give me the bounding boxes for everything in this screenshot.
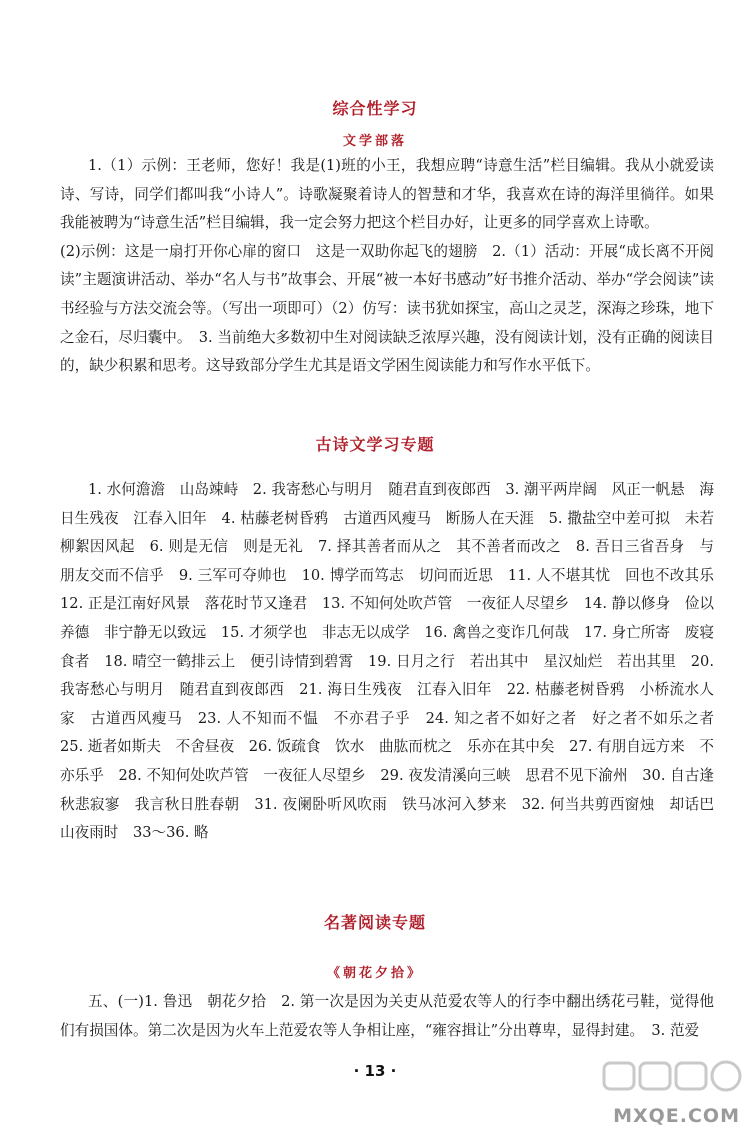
section1-answer-2: (2)示例：这是一扇打开你心扉的窗口 这是一双助你起飞的翅膀 2.（1）活动：开展“成长离不开阅读”主题演讲活动、举办“名人与书”故事会、开展“被一本好书感动”好书推介活动、举办“学会阅读”读书经验与方法交流会等。（写出一项即可）（2）仿写：读书犹如探宝，高山之灵芝，深海之珍珠，地下之金石，尽归囊中。 3. 当前绝大多数初中生对阅读缺乏浓厚兴趣，没有阅读计划，没有正确的阅读目的，缺少积累和思考。这导致部分学生尤其是语文学困生阅读能力和写作水平低下。	[60, 242, 714, 375]
page-number: · 13 ·	[353, 1062, 397, 1080]
section2-body	[60, 476, 729, 848]
section-subtitle-book: 《朝花夕拾》	[326, 966, 423, 981]
section1-body	[60, 152, 714, 381]
section-title-classics-reading: 名著阅读专题	[323, 913, 426, 932]
section-title-classical-poetry: 古诗文学习专题	[315, 435, 435, 454]
section-subtitle-literature: 文学部落	[342, 134, 407, 149]
section-title-comprehensive: 综合性学习	[332, 99, 418, 118]
section3-answers: 五、(一)1. 鲁迅 朝花夕拾 2. 第一次是因为关吏从范爱农等人的行李中翻出绣花弓鞋，觉得他们有损国体。第二次是因为火车上范爱农等人争相让座，“雍容揖让”分出尊卑，显得封建。 3. 范爱	[60, 993, 714, 1039]
section1-answer-1: 1.（1）示例：王老师，您好！我是(1)班的小王，我想应聘“诗意生活”栏目编辑。我从小就爱读诗、写诗，同学们都叫我“小诗人”。诗歌凝聚着诗人的智慧和才华，我喜欢在诗的海洋里徜徉。如果我能被聘为“诗意生活”栏目编辑，我一定会努力把这个栏目办好，让更多的同学喜欢上诗歌。	[60, 157, 714, 232]
watermark-text: MXQE.COM	[613, 1105, 740, 1127]
section3-body	[60, 988, 714, 1045]
section2-answers: 1. 水何澹澹 山岛竦峙 2. 我寄愁心与明月 随君直到夜郎西 3. 潮平两岸阔 风正一帆悬 海日生残夜 江春入旧年 4. 枯藤老树昏鸦 古道西风瘦马 断肠人在天涯 5. 撒盐空中差可拟 未若柳絮因风起 6. 则是无信 则是无礼 7. 择其善者而从之 其不善者而改之 8. 吾日三省吾身 与朋友交而不信乎 9. 三军可夺帅也 10. 博学而笃志 切问而近思 11. 人不堪其忧 回也不改其乐 12. 正是江南好风景 落花时节又逢君 13. 不知何处吹芦管 一夜征人尽望乡 14. 静以修身 俭以养德 非宁静无以致远 15. 才须学也 非志无以成学 16. 禽兽之变诈几何哉 17. 身亡所寄 废寝食者 18. 晴空一鹤排云上 便引诗情到碧霄 19. 日月之行 若出其中 星汉灿烂 若出其里 20. 我寄愁心与明月 随君直到夜郎西 21. 海日生残夜 江春入旧年 22. 枯藤老树昏鸦 小桥流水人家 古道西风瘦马 23. 人不知而不愠 不亦君子乎 24. 知之者不如好之者 好之者不如乐之者 25. 逝者如斯夫 不舍昼夜 26. 饭疏食 饮水 曲肱而枕之 乐亦在其中矣 27. 有朋自远方来 不亦乐乎 28. 不知何处吹芦管 一夜征人尽望乡 29. 夜发清溪向三峡 思君不见下渝州 30. 自古逢秋悲寂寥 我言秋日胜春朝 31. 夜阑卧听风吹雨 铁马冰河入梦来 32. 何当共剪西窗烛 却话巴山夜雨时 33～36. 略	[60, 481, 729, 842]
